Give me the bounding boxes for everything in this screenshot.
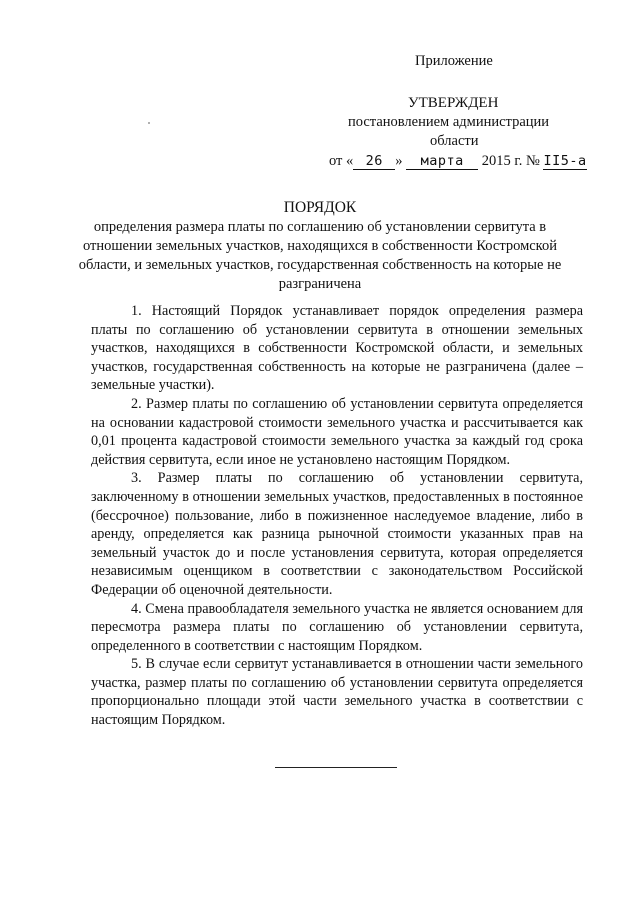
region-line: области	[430, 133, 479, 149]
end-divider	[275, 767, 397, 768]
paragraph-3: 3. Размер платы по соглашению об установлении сервитута, заключенному в отношении земельных участков, предоставленных в постоянное (бессрочное) пользование, либо в пожизненное наследуемое владение, либо в аренду, определяется как разница рыночной стоимости указанных прав на земельный участок до и после установления сервитута, которая определяется независимым оценщиком в соответствии с законодательством Российской Федерации об оценочной деятельности.	[91, 470, 583, 598]
paragraph-4: 4. Смена правообладателя земельного участка не является основанием для пересмотра размера платы по соглашению об установлении сервитута, определенного в соответствии с настоящим Порядком.	[91, 600, 583, 654]
document-title	[60, 198, 580, 294]
decree-month: марта	[406, 153, 478, 170]
title-subtitle: определения размера платы по соглашению об установлении сервитута в отношении земельных участков, находящихся в собственности Костромской области, и земельных участков, государственная собственность на которые не разграничена	[78, 219, 562, 292]
paragraph-5: 5. В случае если сервитут устанавливается в отношении части земельного участка, размер платы по соглашению об установлении сервитута определяется пропорционально площади этой части земельного участка в соответствии с настоящим Порядком.	[91, 656, 583, 729]
approved-by-line: постановлением администрации	[348, 114, 550, 130]
decree-date-line	[329, 152, 587, 171]
annex-label: Приложение	[415, 53, 493, 69]
approved-heading: УТВЕРЖДЕН	[408, 95, 499, 111]
title-main: ПОРЯДОК	[283, 199, 357, 216]
date-prefix: от «	[329, 153, 354, 169]
decree-day: 26	[353, 153, 395, 170]
paragraph-1: 1. Настоящий Порядок устанавливает порядок определения размера платы по соглашению об установлении сервитута в отношении земельных участков, находящихся в собственности Костромской области, и земельных участков, государственная собственность на которые не разграничена (далее – земельные участки).	[91, 303, 583, 394]
paragraph-2: 2. Размер платы по соглашению об установлении сервитута определяется на основании кадастровой стоимости земельного участка и рассчитывается как 0,01 процента кадастровой стоимости земельного участка за каждый год срока действия сервитута, если иное не установлено настоящим Порядком.	[91, 395, 583, 468]
scan-speck	[148, 122, 150, 124]
decree-number: II5-а	[543, 153, 587, 169]
decree-year-label: 2015 г. №	[481, 153, 540, 169]
date-mid: »	[395, 153, 403, 169]
document-body	[91, 302, 583, 730]
